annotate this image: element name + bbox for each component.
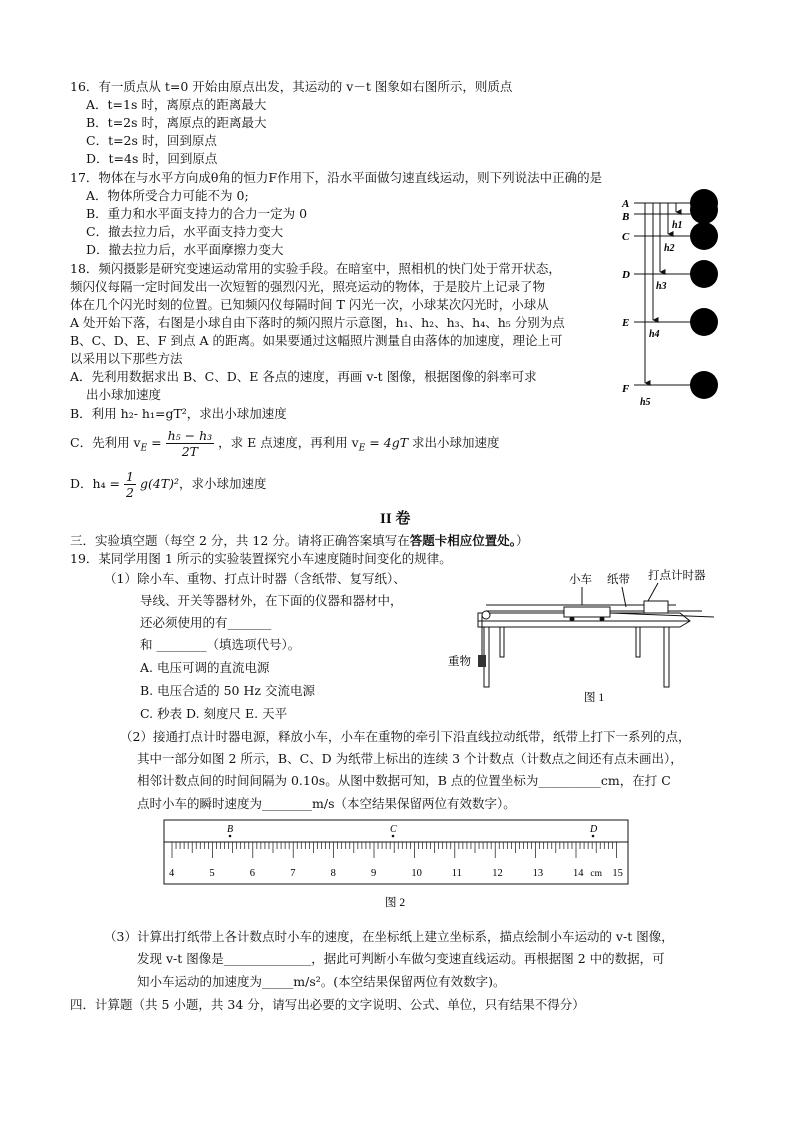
fig2-ruler-body [164, 842, 628, 884]
ruler-unit: cm [590, 869, 603, 879]
q18-option-d-pre: D．h₄ = [70, 476, 125, 491]
ruler-tick-label: 15 [612, 868, 623, 879]
fig1-leader-timer [648, 583, 658, 601]
fig1-leg-4 [636, 627, 640, 657]
q19-p1-option-b: B. 电压合适的 50 Hz 交流电源 [140, 683, 315, 698]
q18-option-c-tail: 求出小球加速度 [408, 435, 500, 450]
ruler-tick-label: 5 [209, 868, 215, 879]
q18-option-c-pre: C．先利用 v [70, 435, 141, 450]
q18-option-d-fraction [124, 469, 136, 500]
q16-stem: 16．有一质点从 t=0 开始由原点出发，其运动的 v－t 图象如右图所示，则质点 [70, 79, 513, 94]
fig1-caption: 图 1 [584, 692, 605, 704]
q17-stem: 17．物体在与水平方向成θ角的恒力F作用下，沿水平面做匀速直线运动，则下列说法中正确的是 [70, 170, 603, 185]
ruler-tick-label: 6 [249, 868, 256, 879]
q19-p1-option-cde: C. 秒表 D. 刻度尺 E. 天平 [140, 706, 288, 721]
q19-p1-line-1: （1）除小车、重物、打点计时器（含纸带、复写纸）、 [104, 571, 406, 586]
ruler-tick-label: 8 [330, 868, 336, 879]
ruler-tick-label: 10 [411, 868, 422, 879]
section-3-heading-pre: 三．实验填空题（每空 2 分，共 12 分。请将正确答案填写在 [70, 533, 410, 548]
ruler-tick-label: 4 [169, 868, 175, 879]
fig1-leg-3 [664, 627, 669, 687]
fig1-weight [478, 655, 486, 667]
tape-point-d [592, 835, 595, 838]
ruler-tick-label: 7 [290, 868, 296, 879]
tape-point-c [392, 835, 395, 838]
tape-point-label-b: B [227, 824, 234, 835]
label-h1: h1 [672, 220, 683, 231]
q16-option-b: B．t=2s 时，离原点的距离最大 [86, 115, 267, 130]
q19-p1-line-3: 还必须使用的有_______ [140, 615, 272, 630]
fig1-label-tape: 纸带 [607, 574, 630, 586]
q19-p2-line-4: 点时小车的瞬时速度为________m/s（本空结果保留两位有效数字）。 [137, 796, 516, 811]
q18-line-2: 频闪仪每隔一定时间发出一次短暂的强烈闪光，照亮运动的物体，于是胶片上记录了物 [70, 279, 546, 294]
q18-line-1: 18．频闪摄影是研究变速运动常用的实验手段。在暗室中，照相机的快门处于常开状态， [70, 261, 561, 276]
q19-stem: 19．某同学用图 1 所示的实验装置探究小车速度随时间变化的规律。 [70, 551, 452, 566]
q18-option-c-eq2: = 4gT [365, 435, 409, 450]
q17-option-c: C．撤去拉力后，水平面支持力变大 [86, 224, 284, 239]
q16-option-a: A．t=1s 时，离原点的距离最大 [86, 97, 267, 112]
fig1-timer [644, 601, 668, 613]
q18-option-c-sub2: E [358, 443, 366, 454]
ruler-tick-label: 14 [573, 868, 584, 879]
tape-point-label-c: C [390, 824, 397, 835]
fig1-leg-2 [500, 627, 504, 657]
label-h5: h5 [640, 397, 651, 408]
ball-d [690, 260, 718, 288]
fig1-cart-wheel-1 [570, 617, 575, 622]
label-a: A [622, 198, 630, 210]
q19-p2-line-1: （2）接通打点计时器电源，释放小车，小车在重物的牵引下沿直线拉动纸带，纸带上打下一系列的点， [120, 729, 691, 744]
q18-line-5: B、C、D、E、F 到点 A 的距离。如果要通过这幅照片测量自由落体的加速度，理论上可 [70, 333, 563, 348]
label-h2: h2 [664, 243, 675, 254]
q18-option-d-numerator: 1 [126, 469, 134, 484]
q18-line-3: 体在几个闪光时刻的位置。已知频闪仪每隔时间 T 闪光一次，小球某次闪光时，小球从 [70, 297, 549, 312]
q18-option-c [70, 428, 500, 459]
q19-p3-line-2: 发现 v-t 图像是______________，据此可判断小车做匀变速直线运动。再根据图 2 中的数据，可 [137, 951, 665, 966]
q17-option-b: B．重力和水平面支持力的合力一定为 0 [86, 206, 308, 221]
q18-option-c-post: ，求 E 点速度，再利用 v [218, 435, 359, 450]
fig1-pulley [482, 611, 490, 619]
fig1-label-weight: 重物 [448, 656, 471, 668]
q16-option-d: D．t=4s 时，回到原点 [86, 151, 218, 166]
q18-option-c-fraction [166, 428, 215, 459]
q17-option-a: A．物体所受合力可能不为 0; [86, 188, 249, 203]
q18-option-a-line2: 出小球加速度 [86, 387, 162, 402]
q18-option-d-mid: g(4T)² [139, 476, 180, 491]
q18-option-d-denominator: 2 [126, 485, 134, 500]
tape-point-b [229, 835, 232, 838]
q17-option-d: D．撤去拉力后，水平面摩擦力变大 [86, 242, 284, 257]
figure-2-ruler [160, 818, 635, 910]
q18-option-c-eq: = [147, 435, 166, 450]
q16-option-c: C．t=2s 时，回到原点 [86, 133, 217, 148]
label-h4: h4 [649, 329, 660, 340]
section-3-heading-post: ） [516, 533, 529, 548]
fig1-label-timer: 打点计时器 [648, 570, 706, 582]
ball-f [690, 371, 718, 399]
strobe-photo-diagram [618, 186, 728, 408]
q18-option-c-sub: E [140, 443, 148, 454]
figure-1-apparatus [444, 565, 724, 710]
section-3-heading-bold: 答题卡相应位置处。 [409, 533, 517, 548]
fig2-caption: 图 2 [385, 897, 406, 909]
ruler-tick-label: 9 [371, 868, 377, 879]
q19-p2-line-3: 相邻计数点间的时间间隔为 0.10s。从图中数据可知，B 点的位置坐标为__________cm，在打 C [137, 773, 671, 788]
q18-line-6: 以采用以下那些方法 [70, 351, 183, 366]
ruler-tick-label: 13 [532, 868, 544, 879]
section-3-heading [70, 532, 529, 549]
q19-p1-line-2: 导线、开关等器材外，在下面的仪器和器材中， [140, 593, 403, 608]
ball-b [690, 196, 718, 224]
label-d: D [622, 269, 630, 281]
q19-p3-line-1: （3）计算出打纸带上各计数点时小车的速度，在坐标纸上建立坐标系，描点绘制小车运动的 v-t 图像， [104, 929, 674, 944]
fig1-label-cart: 小车 [569, 574, 592, 586]
label-b: B [622, 211, 630, 223]
q19-p3-line-3: 知小车运动的加速度为_____m/s²。(本空结果保留两位有效数字)。 [137, 974, 506, 989]
q18-option-d [70, 469, 267, 500]
q18-option-a-line1: A．先利用数据求出 B、C、D、E 各点的速度，再画 v-t 图像，根据图像的斜率可求 [70, 369, 537, 384]
ruler-tick-label: 11 [451, 868, 462, 879]
q18-line-4: A 处开始下落，右图是小球自由下落时的频闪照片示意图，h₁、h₂、h₃、h₄、h₅ 分别为点 [70, 315, 565, 330]
tape-point-label-d: D [590, 824, 598, 835]
q18-option-d-tail: ，求小球加速度 [179, 476, 267, 491]
label-h3: h3 [656, 281, 667, 292]
section-4-heading: 四．计算题（共 5 小题，共 34 分，请写出必要的文字说明、公式、单位，只有结果不得分） [70, 997, 585, 1012]
fig1-cart [564, 607, 610, 617]
ruler-tick-label: 12 [492, 868, 503, 879]
q18-option-c-denominator: 2T [181, 444, 199, 459]
q18-option-c-numerator: h₅ − h₃ [167, 428, 213, 443]
q18-option-b: B．利用 h₂- h₁=gT²，求出小球加速度 [70, 406, 287, 421]
ball-c [690, 222, 718, 250]
label-f: F [622, 383, 630, 395]
label-c: C [622, 231, 630, 243]
q19-p1-option-a: A. 电压可调的直流电源 [140, 660, 270, 675]
q19-p1-line-4: 和 ________（填选项代号）。 [140, 637, 301, 652]
label-e: E [622, 317, 630, 329]
section-2-title: II 卷 [380, 511, 411, 527]
q19-p2-line-2: 其中一部分如图 2 所示，B、C、D 为纸带上标出的连续 3 个计数点（计数点之间还有点未画出）， [137, 751, 683, 766]
ball-e [690, 308, 718, 336]
fig1-leader-tape [622, 587, 626, 607]
fig1-cart-wheel-2 [600, 617, 605, 622]
